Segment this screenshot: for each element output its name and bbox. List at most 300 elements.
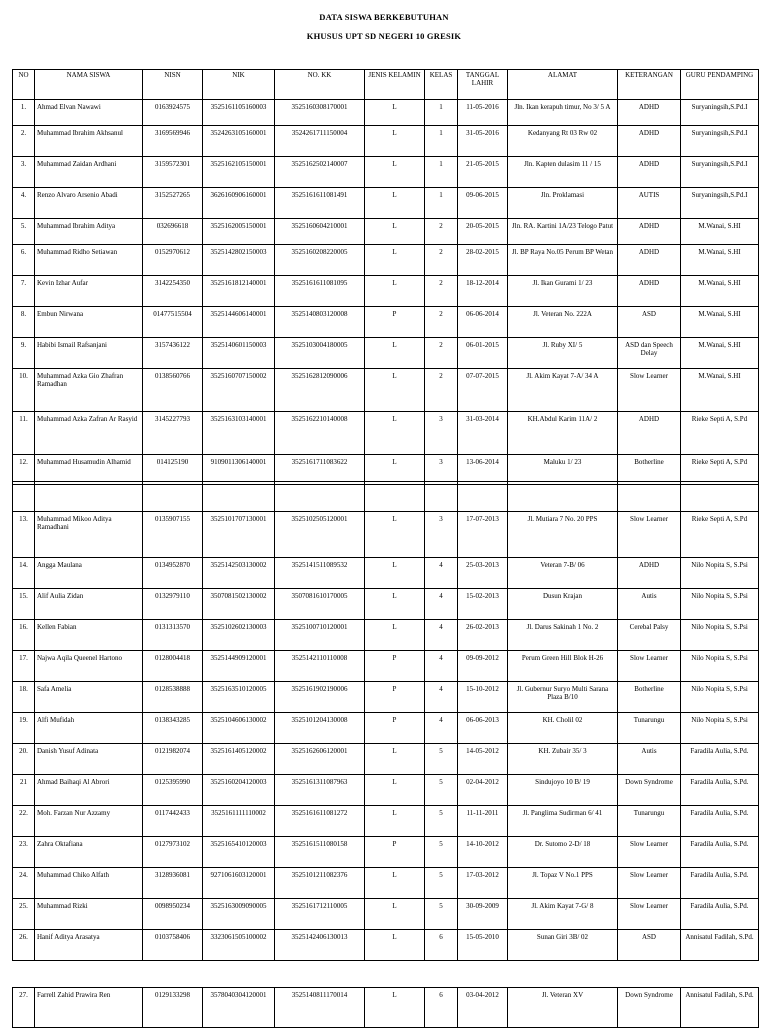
cell-jenis-kelamin: L	[365, 412, 425, 455]
cell-alamat: Dr. Sutomo 2-D/ 18	[508, 837, 618, 868]
cell-no: 27.	[13, 988, 35, 1028]
cell-kelas: 4	[425, 651, 458, 682]
cell-nama-siswa: Muhammad Ibrahim Akhsanul	[35, 126, 143, 157]
cell-guru-pendamping: Suryaningsih,S.Pd.I	[681, 188, 759, 219]
cell-no: 20.	[13, 744, 35, 775]
cell-tanggal-lahir: 18-12-2014	[458, 276, 508, 307]
cell-no-kk: 3525161611081272	[275, 806, 365, 837]
cell-nama-siswa: Muhammad Ibrahim Aditya	[35, 219, 143, 245]
cell-kelas: 5	[425, 806, 458, 837]
cell-nama-siswa: Angga Maulana	[35, 558, 143, 589]
cell-tanggal-lahir: 26-02-2013	[458, 620, 508, 651]
cell-alamat: Sindujoyo 10 B/ 19	[508, 775, 618, 806]
cell-nama-siswa: Najwa Aqila Queenel Hartono	[35, 651, 143, 682]
cell-nama-siswa: Kellen Fabian	[35, 620, 143, 651]
cell-guru-pendamping: Rieke Septi A, S.Pd	[681, 412, 759, 455]
cell-keterangan: Slow Learner	[618, 369, 681, 412]
cell-no-kk: 3525161712110005	[275, 899, 365, 930]
cell-no-kk: 3525101211082376	[275, 868, 365, 899]
cell-jenis-kelamin: L	[365, 512, 425, 558]
col-header-kelas: KELAS	[425, 70, 458, 100]
cell-guru-pendamping: Annisatul Fadilah, S.Pd.	[681, 988, 759, 1028]
cell-no: 7.	[13, 276, 35, 307]
table-row	[13, 589, 759, 620]
cell-no-kk: 3525161511080158	[275, 837, 365, 868]
cell-guru-pendamping: Faradila Aulia, S.Pd.	[681, 868, 759, 899]
cell-no: 21	[13, 775, 35, 806]
cell-nisn: 3157436122	[143, 338, 203, 369]
cell-nama-siswa: Danish Yusuf Adinata	[35, 744, 143, 775]
cell-guru-pendamping: Nilo Nopita S, S.Psi	[681, 589, 759, 620]
cell-kelas: 3	[425, 512, 458, 558]
cell-kelas: 2	[425, 307, 458, 338]
cell-nama-siswa: Kevin Izhar Aufar	[35, 276, 143, 307]
cell-jenis-kelamin: L	[365, 455, 425, 485]
cell-alamat: Veteran 7-B/ 06	[508, 558, 618, 589]
cell-alamat: Jl. BP Raya No.05 Perum BP Wetan	[508, 245, 618, 276]
cell-nama-siswa: Muhammad Chiko Alfath	[35, 868, 143, 899]
cell-nik: 3525163103140001	[203, 412, 275, 455]
cell-nik: 3524263105160001	[203, 126, 275, 157]
cell-no: 14.	[13, 558, 35, 589]
cell-kelas: 4	[425, 620, 458, 651]
cell-jenis-kelamin: L	[365, 219, 425, 245]
cell-jenis-kelamin: L	[365, 620, 425, 651]
cell-nama-siswa: Hanif Aditya Arasatya	[35, 930, 143, 961]
cell-tanggal-lahir: 15-10-2012	[458, 682, 508, 713]
cell-guru-pendamping: Rieke Septi A, S.Pd	[681, 512, 759, 558]
cell-nik: 3626160906160001	[203, 188, 275, 219]
col-header-alamat: ALAMAT	[508, 70, 618, 100]
cell-nisn: 3128936081	[143, 868, 203, 899]
cell-no: 24.	[13, 868, 35, 899]
table-row	[13, 868, 759, 899]
cell-no-kk: 3525142406130013	[275, 930, 365, 961]
cell-no-kk: 3525140803120008	[275, 307, 365, 338]
cell-alamat: Jl. Mutiara 7 No. 20 PPS	[508, 512, 618, 558]
cell-nisn: 0103758406	[143, 930, 203, 961]
cell-nama-siswa: Muhammad Zaidan Ardhani	[35, 157, 143, 188]
cell-keterangan: ADHD	[618, 276, 681, 307]
cell-guru-pendamping: M.Wanai, S.HI	[681, 276, 759, 307]
cell-guru-pendamping: M.Wanai, S.HI	[681, 369, 759, 412]
cell-no-kk: 3525162502140007	[275, 157, 365, 188]
cell-nama-siswa: Ahmad Elvan Nawawi	[35, 100, 143, 126]
table-row	[13, 369, 759, 412]
table-row	[13, 620, 759, 651]
cell-tanggal-lahir: 03-04-2012	[458, 988, 508, 1028]
cell-kelas: 5	[425, 837, 458, 868]
cell-kelas: 6	[425, 988, 458, 1028]
cell-no-kk: 3525161611081095	[275, 276, 365, 307]
table-header-row	[13, 70, 759, 100]
cell-nama-siswa: Muhammad Azka Gio Zhafran Ramadhan	[35, 369, 143, 412]
table-row	[13, 837, 759, 868]
cell-nik: 3525144909120001	[203, 651, 275, 682]
cell-jenis-kelamin: L	[365, 100, 425, 126]
col-header-no-kk: NO. KK	[275, 70, 365, 100]
cell-keterangan: Slow Learner	[618, 868, 681, 899]
cell-no: 15.	[13, 589, 35, 620]
document-title: DATA SISWA BERKEBUTUHAN	[319, 12, 449, 22]
students-table-part-2	[12, 481, 759, 961]
cell-jenis-kelamin: P	[365, 713, 425, 744]
cell-kelas: 5	[425, 744, 458, 775]
cell-guru-pendamping: Nilo Nopita S, S.Psi	[681, 682, 759, 713]
cell-no: 23.	[13, 837, 35, 868]
cell-kelas: 5	[425, 899, 458, 930]
cell-no: 19.	[13, 713, 35, 744]
cell-kelas: 2	[425, 369, 458, 412]
cell-tanggal-lahir: 14-05-2012	[458, 744, 508, 775]
cell-nik: 3525163510120005	[203, 682, 275, 713]
cell-keterangan: Slow Learner	[618, 899, 681, 930]
cell-guru-pendamping: Faradila Aulia, S.Pd.	[681, 744, 759, 775]
cell-no-kk: 3525160308170001	[275, 100, 365, 126]
col-header-jenis-kelamin: JENIS KELAMIN	[365, 70, 425, 100]
cell-keterangan: Cerebal Palsy	[618, 620, 681, 651]
cell-nama-siswa: Muhammad Ridho Setiawan	[35, 245, 143, 276]
col-header-nisn: NISN	[143, 70, 203, 100]
cell-nik: 9271061603120001	[203, 868, 275, 899]
cell-nisn: 3159572301	[143, 157, 203, 188]
cell-keterangan: ADHD	[618, 245, 681, 276]
students-table-part-1	[12, 69, 759, 485]
cell-guru-pendamping: M.Wanai, S.HI	[681, 219, 759, 245]
cell-kelas: 4	[425, 682, 458, 713]
cell-jenis-kelamin: L	[365, 868, 425, 899]
cell-guru-pendamping: Annisatul Fadilah, S.Pd.	[681, 930, 759, 961]
cell-kelas: 1	[425, 100, 458, 126]
cell-guru-pendamping: M.Wanai, S.HI	[681, 245, 759, 276]
cell-no: 22.	[13, 806, 35, 837]
cell-nik: 3525104606130002	[203, 713, 275, 744]
cell-nisn: 0117442433	[143, 806, 203, 837]
cell-jenis-kelamin: L	[365, 338, 425, 369]
cell-no: 9.	[13, 338, 35, 369]
cell-no-kk: 3525161711083622	[275, 455, 365, 485]
cell-guru-pendamping: Nilo Nopita S, S.Psi	[681, 558, 759, 589]
cell-nama-siswa: Muhammad Mikoo Aditya Ramadhani	[35, 512, 143, 558]
cell-no: 25.	[13, 899, 35, 930]
cell-kelas: 4	[425, 558, 458, 589]
cell-tanggal-lahir: 31-05-2016	[458, 126, 508, 157]
cell-nama-siswa: Muhammad Husamudin Alhamid	[35, 455, 143, 485]
cell-alamat: KH. Cholil 02	[508, 713, 618, 744]
cell-guru-pendamping: Suryaningsih,S.Pd.I	[681, 126, 759, 157]
cell-no: 16.	[13, 620, 35, 651]
cell-nama-siswa: Ahmad Baihaqi Al Abrori	[35, 775, 143, 806]
cell-alamat: Jl. Ruby XI/ 5	[508, 338, 618, 369]
cell-no: 3.	[13, 157, 35, 188]
cell-kelas: 1	[425, 157, 458, 188]
cell-jenis-kelamin: L	[365, 988, 425, 1028]
cell-keterangan: ADHD	[618, 412, 681, 455]
cell-nik: 9109011306140001	[203, 455, 275, 485]
cell-tanggal-lahir: 17-07-2013	[458, 512, 508, 558]
cell-nama-siswa: Farrell Zahid Prawira Ren	[35, 988, 143, 1028]
cell-nik: 3323061505100002	[203, 930, 275, 961]
cell-nisn: 0128538888	[143, 682, 203, 713]
cell-jenis-kelamin: L	[365, 899, 425, 930]
cell-jenis-kelamin: L	[365, 558, 425, 589]
cell-keterangan: Slow Learner	[618, 651, 681, 682]
cell-keterangan: ADHD	[618, 126, 681, 157]
cell-no: 11.	[13, 412, 35, 455]
cell-no: 13.	[13, 512, 35, 558]
cell-no-kk: 3525142110110008	[275, 651, 365, 682]
document-subtitle: KHUSUS UPT SD NEGERI 10 GRESIK	[306, 31, 462, 41]
cell-tanggal-lahir: 28-02-2015	[458, 245, 508, 276]
cell-guru-pendamping: M.Wanai, S.HI	[681, 307, 759, 338]
cell-alamat: KH.Abdul Karim 11A/ 2	[508, 412, 618, 455]
col-header-keterangan: KETERANGAN	[618, 70, 681, 100]
cell-nama-siswa: Muhammad Rizki	[35, 899, 143, 930]
cell-keterangan: Tunarungu	[618, 806, 681, 837]
cell-nisn: 01477515504	[143, 307, 203, 338]
cell-jenis-kelamin: P	[365, 837, 425, 868]
cell-no-kk: 3524261711150004	[275, 126, 365, 157]
cell-keterangan: ASD	[618, 307, 681, 338]
cell-nama-siswa: Safa Amelia	[35, 682, 143, 713]
cell-guru-pendamping: Rieke Septi A, S.Pd	[681, 455, 759, 485]
cell-nik: 3525161405120002	[203, 744, 275, 775]
cell-nama-siswa: Renzo Alvaro Arsenio Abadi	[35, 188, 143, 219]
cell-keterangan: ADHD	[618, 157, 681, 188]
cell-nama-siswa: Zahra Oktafiana	[35, 837, 143, 868]
cell-nisn: 0127973102	[143, 837, 203, 868]
cell-alamat: Perum Green Hill Blok H-26	[508, 651, 618, 682]
table-row	[13, 100, 759, 126]
cell-alamat: Maluku 1/ 23	[508, 455, 618, 485]
cell-no-kk: 3525141511089532	[275, 558, 365, 589]
cell-keterangan: Botherline	[618, 455, 681, 485]
cell-no: 1.	[13, 100, 35, 126]
cell-alamat: Sunan Giri 3B/ 02	[508, 930, 618, 961]
cell-tanggal-lahir: 17-03-2012	[458, 868, 508, 899]
cell-keterangan: Slow Learner	[618, 512, 681, 558]
cell-alamat: Jl. Topaz V No.1 PPS	[508, 868, 618, 899]
cell-kelas: 2	[425, 245, 458, 276]
cell-no: 12.	[13, 455, 35, 485]
cell-no-kk: 3525160604210001	[275, 219, 365, 245]
cell-jenis-kelamin: L	[365, 188, 425, 219]
cell-nisn: 3145227793	[143, 412, 203, 455]
cell-nisn: 0135907155	[143, 512, 203, 558]
cell-no: 2.	[13, 126, 35, 157]
col-header-nama: NAMA SISWA	[35, 70, 143, 100]
table-row	[13, 157, 759, 188]
cell-nik: 3525142503130002	[203, 558, 275, 589]
cell-nisn: 0138560766	[143, 369, 203, 412]
cell-kelas: 2	[425, 276, 458, 307]
cell-no: 4.	[13, 188, 35, 219]
cell-tanggal-lahir: 30-09-2009	[458, 899, 508, 930]
cell-tanggal-lahir: 11-05-2016	[458, 100, 508, 126]
cell-guru-pendamping: Faradila Aulia, S.Pd.	[681, 806, 759, 837]
cell-tanggal-lahir: 13-06-2014	[458, 455, 508, 485]
cell-nisn: 0152970612	[143, 245, 203, 276]
cell-tanggal-lahir: 20-05-2015	[458, 219, 508, 245]
cell-jenis-kelamin: P	[365, 307, 425, 338]
cell-alamat: Jl. Veteran XV	[508, 988, 618, 1028]
cell-guru-pendamping: Nilo Nopita S, S.Psi	[681, 651, 759, 682]
cell-nik: 3525140601150003	[203, 338, 275, 369]
cell-no-kk: 3525101204130008	[275, 713, 365, 744]
cell-nisn: 0129133298	[143, 988, 203, 1028]
cell-jenis-kelamin: L	[365, 276, 425, 307]
cell-no: 6.	[13, 245, 35, 276]
cell-nik: 3525142802150003	[203, 245, 275, 276]
cell-nik: 3525162105150001	[203, 157, 275, 188]
cell-keterangan: ADHD	[618, 219, 681, 245]
cell-tanggal-lahir: 09-06-2015	[458, 188, 508, 219]
cell-nisn: 3152527265	[143, 188, 203, 219]
cell-tanggal-lahir: 25-03-2013	[458, 558, 508, 589]
cell-nisn: 0131313570	[143, 620, 203, 651]
cell-no-kk: 3525162606120001	[275, 744, 365, 775]
table-row	[13, 682, 759, 713]
cell-tanggal-lahir: 14-10-2012	[458, 837, 508, 868]
table-row	[13, 245, 759, 276]
cell-kelas: 2	[425, 338, 458, 369]
cell-keterangan: ASD	[618, 930, 681, 961]
cell-nik: 3525161105160003	[203, 100, 275, 126]
cell-keterangan: ADHD	[618, 558, 681, 589]
col-header-nik: NIK	[203, 70, 275, 100]
cell-nama-siswa: Alfi Mufidah	[35, 713, 143, 744]
table-row	[13, 899, 759, 930]
table-row	[13, 651, 759, 682]
cell-nisn: 0138343285	[143, 713, 203, 744]
cell-guru-pendamping: M.Wanai, S.HI	[681, 338, 759, 369]
cell-nisn: 0134952870	[143, 558, 203, 589]
cell-keterangan: Botherline	[618, 682, 681, 713]
cell-no: 17.	[13, 651, 35, 682]
cell-keterangan: ADHD	[618, 100, 681, 126]
table-row	[13, 307, 759, 338]
col-header-guru-pendamping: GURU PENDAMPING	[681, 70, 759, 100]
cell-nik: 3525161812140001	[203, 276, 275, 307]
cell-no-kk: 3525160208220005	[275, 245, 365, 276]
cell-no-kk: 3525161902190006	[275, 682, 365, 713]
cell-keterangan: Slow Learner	[618, 837, 681, 868]
cell-nama-siswa: Alif Aulia Zidan	[35, 589, 143, 620]
table-row	[13, 276, 759, 307]
table-row	[13, 126, 759, 157]
cell-nik: 3525160707150002	[203, 369, 275, 412]
cell-jenis-kelamin: L	[365, 589, 425, 620]
cell-no: 8.	[13, 307, 35, 338]
cell-guru-pendamping: Faradila Aulia, S.Pd.	[681, 837, 759, 868]
cell-alamat: Jl. Akim Kayat 7-G/ 8	[508, 899, 618, 930]
cell-nama-siswa: Embun Nirwana	[35, 307, 143, 338]
cell-jenis-kelamin: L	[365, 126, 425, 157]
cell-nisn: 3142254350	[143, 276, 203, 307]
cell-jenis-kelamin: L	[365, 369, 425, 412]
table-row	[13, 713, 759, 744]
table-spacer-row	[13, 482, 759, 512]
cell-alamat: Dusun Krajan	[508, 589, 618, 620]
cell-alamat: Jl. Veteran No. 222A	[508, 307, 618, 338]
cell-nik: 3525162005150001	[203, 219, 275, 245]
cell-keterangan: Down Syndrome	[618, 988, 681, 1028]
cell-guru-pendamping: Suryaningsih,S.Pd.I	[681, 157, 759, 188]
cell-no: 26.	[13, 930, 35, 961]
cell-tanggal-lahir: 02-04-2012	[458, 775, 508, 806]
cell-no: 18.	[13, 682, 35, 713]
cell-nisn: 032696618	[143, 219, 203, 245]
cell-tanggal-lahir: 06-06-2013	[458, 713, 508, 744]
cell-jenis-kelamin: L	[365, 157, 425, 188]
cell-no: 10.	[13, 369, 35, 412]
cell-kelas: 5	[425, 868, 458, 899]
cell-alamat: Jl. Gubernur Suryo Multi Sarana Plaza B/10	[508, 682, 618, 713]
cell-tanggal-lahir: 21-05-2015	[458, 157, 508, 188]
cell-kelas: 3	[425, 412, 458, 455]
cell-alamat: Jln. RA. Kartini 1A/23 Telogo Patut	[508, 219, 618, 245]
cell-keterangan: Autis	[618, 589, 681, 620]
cell-tanggal-lahir: 11-11-2011	[458, 806, 508, 837]
cell-nisn: 0125395990	[143, 775, 203, 806]
cell-guru-pendamping: Faradila Aulia, S.Pd.	[681, 899, 759, 930]
cell-no-kk: 3525161611081491	[275, 188, 365, 219]
cell-no-kk: 3525162210140008	[275, 412, 365, 455]
cell-alamat: Jl. Ikan Gurami 1/ 23	[508, 276, 618, 307]
cell-no-kk: 3507081610170005	[275, 589, 365, 620]
cell-nik: 3525144606140001	[203, 307, 275, 338]
cell-nama-siswa: Muhammad Azka Zafran Ar Rasyid	[35, 412, 143, 455]
cell-jenis-kelamin: P	[365, 682, 425, 713]
col-header-no: NO	[13, 70, 35, 100]
cell-no-kk: 3525100710120001	[275, 620, 365, 651]
cell-nik: 3507081502130002	[203, 589, 275, 620]
cell-alamat: Jln. Ikan kerapuh timur, No 3/ 5 A	[508, 100, 618, 126]
table-row	[13, 512, 759, 558]
cell-jenis-kelamin: L	[365, 744, 425, 775]
table-row	[13, 988, 759, 1028]
cell-tanggal-lahir: 07-07-2015	[458, 369, 508, 412]
cell-nisn: 0128004418	[143, 651, 203, 682]
cell-nama-siswa: Moh. Farzan Nur Azzamy	[35, 806, 143, 837]
cell-tanggal-lahir: 15-05-2010	[458, 930, 508, 961]
cell-nisn: 0098950234	[143, 899, 203, 930]
cell-tanggal-lahir: 06-01-2015	[458, 338, 508, 369]
table-row	[13, 775, 759, 806]
cell-nik: 3525101707130001	[203, 512, 275, 558]
table-row	[13, 455, 759, 485]
cell-nik: 3525165410120003	[203, 837, 275, 868]
table-row	[13, 930, 759, 961]
cell-alamat: KH. Zubair 35/ 3	[508, 744, 618, 775]
cell-kelas: 1	[425, 188, 458, 219]
table-row	[13, 806, 759, 837]
cell-tanggal-lahir: 15-02-2013	[458, 589, 508, 620]
cell-tanggal-lahir: 06-06-2014	[458, 307, 508, 338]
cell-kelas: 1	[425, 126, 458, 157]
cell-alamat: Jln. Proklamasi	[508, 188, 618, 219]
cell-jenis-kelamin: L	[365, 930, 425, 961]
table-row	[13, 412, 759, 455]
cell-kelas: 5	[425, 775, 458, 806]
table-row	[13, 219, 759, 245]
table-row	[13, 338, 759, 369]
cell-keterangan: ASD dan Speech Delay	[618, 338, 681, 369]
cell-nama-siswa: Habibi Ismail Rafsanjani	[35, 338, 143, 369]
cell-keterangan: Down Syndrome	[618, 775, 681, 806]
cell-alamat: Jln. Kapten dulasim 11 / 15	[508, 157, 618, 188]
cell-kelas: 2	[425, 219, 458, 245]
